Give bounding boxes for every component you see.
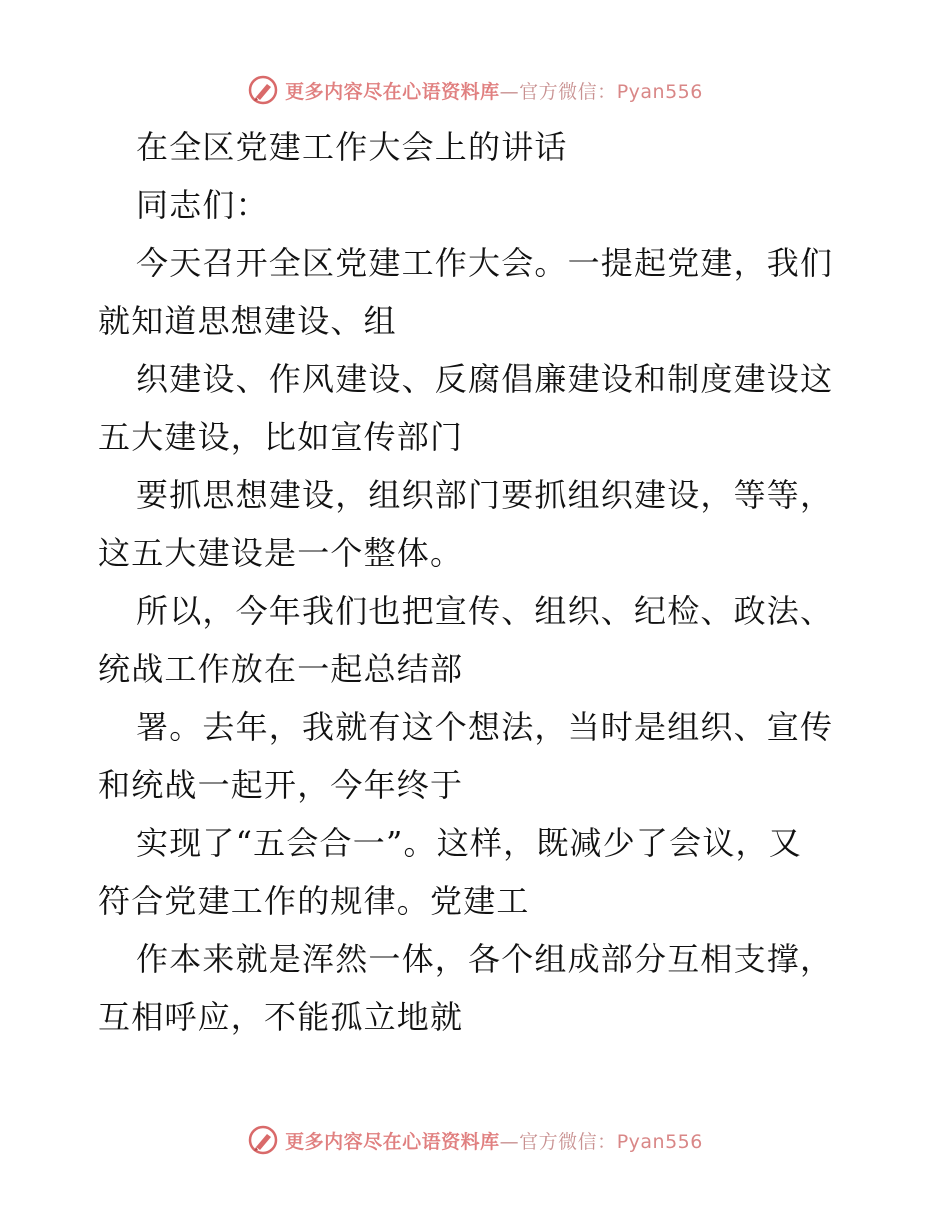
- watermark-sub-text: 官方微信：: [519, 1130, 617, 1153]
- paragraph-line: 互相呼应，不能孤立地就: [98, 998, 464, 1036]
- watermark-main-text: 更多内容尽在心语资料库: [285, 80, 500, 103]
- paragraph-line: 所以，今年我们也把宣传、组织、纪检、政法、: [136, 592, 834, 630]
- paragraph-line: 统战工作放在一起总结部: [98, 650, 464, 688]
- watermark-text: [285, 77, 703, 104]
- paragraph-line: 作本来就是浑然一体，各个组成部分互相支撑，: [136, 940, 834, 978]
- document-title: 在全区党建工作大会上的讲话: [136, 128, 568, 166]
- watermark-id: Pyan556: [616, 80, 703, 103]
- paragraph-line: 符合党建工作的规律。党建工: [98, 882, 530, 920]
- header-watermark: [0, 70, 950, 110]
- watermark-main-text: 更多内容尽在心语资料库: [285, 1130, 500, 1153]
- watermark-id: Pyan556: [616, 1130, 703, 1153]
- paragraph-line: 同志们：: [136, 186, 269, 224]
- watermark-dash: —: [499, 1130, 520, 1153]
- paragraph-line: 实现了“五会合一”。这样，既减少了会议，又: [136, 824, 802, 862]
- paragraph-line: 五大建设，比如宣传部门: [98, 418, 464, 456]
- watermark-dash: —: [499, 80, 520, 103]
- paragraph-line: 这五大建设是一个整体。: [98, 534, 464, 572]
- pen-logo-icon: [247, 74, 279, 106]
- watermark-text: [285, 1127, 703, 1154]
- paragraph-line: 要抓思想建设，组织部门要抓组织建设，等等，: [136, 476, 834, 514]
- pen-logo-icon: [247, 1124, 279, 1156]
- footer-watermark: [0, 1120, 950, 1160]
- paragraph-line: 今天召开全区党建工作大会。一提起党建，我们: [136, 244, 834, 282]
- paragraph-line: 和统战一起开，今年终于: [98, 766, 464, 804]
- watermark-sub-text: 官方微信：: [519, 80, 617, 103]
- paragraph-line: 织建设、作风建设、反腐倡廉建设和制度建设这: [136, 360, 834, 398]
- paragraph-line: 就知道思想建设、组: [98, 302, 397, 340]
- document-body: [98, 118, 858, 1046]
- paragraph-line: 署。去年，我就有这个想法，当时是组织、宣传: [136, 708, 834, 746]
